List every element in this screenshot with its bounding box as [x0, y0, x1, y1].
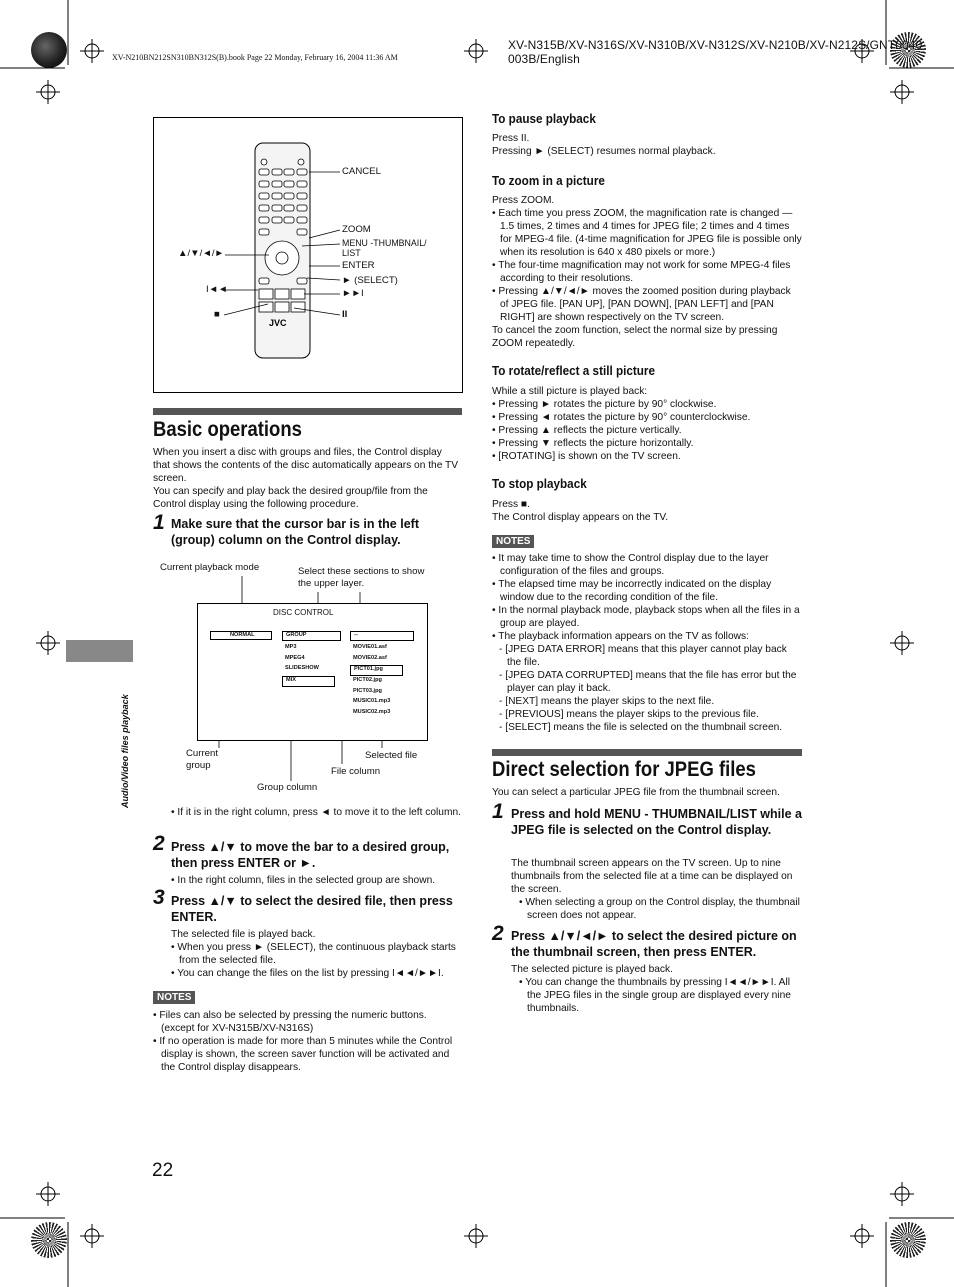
note-subitem: - [PREVIOUS] means the player skips to the previous file.: [499, 709, 759, 720]
direct-step-2: Press ▲/▼/◄/► to select the desired picture on the thumbnail screen, then press ENTER.: [511, 929, 797, 959]
file-item-selected: PICT01.jpg: [350, 665, 403, 676]
header-models: XV-N315B/XV-N316S/XV-N310B/XV-N312S/XV-N210B/XV-N212S/GNT0040-003B/English: [508, 38, 927, 66]
pause-line: Pressing ► (SELECT) resumes normal playback.: [492, 146, 716, 157]
zoom-title: To zoom in a picture: [492, 173, 605, 188]
callout-playback-mode: Current playback mode: [160, 562, 260, 573]
note-subitem: - [NEXT] means the player skips to the next file.: [499, 696, 715, 707]
zoom-bullet: • Each time you press ZOOM, the magnification rate is changed — 1.5 times, 2 times and 4 times for JPEG file; 2 times and 4 times for MPEG-4 file. (4-time magnification for JPEG file is possible only when its resolution is 640 x 480 pixels or more.): [492, 208, 802, 258]
note-item: • The elapsed time may be incorrectly indicated on the display window due to the recording condition of the file.: [492, 579, 772, 603]
stop-line: The Control display appears on the TV.: [492, 512, 669, 523]
rotate-bullet: • Pressing ▲ reflects the picture vertically.: [492, 425, 682, 436]
stop-label: ■: [214, 309, 220, 320]
direct-step2-bullet: • You can change the thumbnails by pressing I◄◄/►►I. All the JPEG files in the single group are displayed every nine thumbnails.: [519, 977, 791, 1014]
direct-step1-text: [511, 857, 802, 922]
stop-text: [492, 498, 802, 524]
callout-current-group: Current group: [186, 748, 218, 771]
cancel-label: CANCEL: [342, 166, 381, 177]
callout-group-column: Group column: [257, 782, 318, 793]
pause-line: Press II.: [492, 133, 530, 144]
note-subitem: - [JPEG DATA ERROR] means that this player cannot play back the file.: [499, 644, 787, 668]
step3-text: [171, 928, 461, 980]
rotate-intro: While a still picture is played back:: [492, 386, 648, 397]
file-item: PICT02.jpg: [353, 677, 382, 683]
zoom-text: [492, 194, 802, 350]
direct-step1-bullet: • When selecting a group on the Control display, the thumbnail screen does not appear.: [519, 897, 800, 921]
enter-label: ENTER: [342, 260, 375, 271]
file-item: PICT03.jpg: [353, 687, 382, 694]
notes-badge-left: NOTES: [153, 991, 195, 1004]
step1-note: • If it is in the right column, press ◄ to move it to the left column.: [171, 807, 461, 818]
zoom-bullet: • Pressing ▲/▼/◄/► moves the zoomed position during playback of JPEG file. [PAN UP], [PAN DOWN], [PAN LEFT] and [PAN RIGHT] are shown respectively on the TV screen.: [492, 286, 791, 323]
callout-file-column: File column: [331, 766, 381, 777]
stop-title: To stop playback: [492, 476, 587, 491]
rotate-bullet: • Pressing ► rotates the picture by 90° clockwise.: [492, 399, 717, 410]
note-item: • Files can also be selected by pressing the numeric buttons. (except for XV-N315B/XV-N316S): [153, 1010, 427, 1034]
playback-mode-box: NORMAL: [210, 631, 272, 640]
group-item: MPEG4: [285, 654, 305, 661]
pause-title: To pause playback: [492, 111, 596, 126]
zoom-bullet: • The four-time magnification may not work for some MPEG-4 files according to their resolutions.: [492, 260, 791, 284]
group-header: GROUP: [282, 631, 341, 641]
direct-step2-text: [511, 963, 802, 1015]
stop-line: Press ■.: [492, 499, 530, 510]
direct-intro: You can select a particular JPEG file from the thumbnail screen.: [492, 787, 780, 798]
group-item: SLIDESHOW: [285, 665, 319, 671]
basic-operations-title: Basic operations: [153, 418, 302, 441]
remote-brand: JVC: [269, 318, 287, 328]
zoom-cancel: To cancel the zoom function, select the normal size by pressing ZOOM repeatedly.: [492, 325, 778, 349]
section-bar-direct: [492, 749, 802, 756]
basic-step-2: Press ▲/▼ to move the bar to a desired group, then press ENTER or ►.: [171, 840, 450, 870]
menu-thumbnail-label: MENU -THUMBNAIL/ LIST: [342, 238, 427, 258]
note-item: • It may take time to show the Control display due to the layer configuration of the files and groups.: [492, 553, 769, 577]
notes-left: [153, 1009, 453, 1074]
direct-step-number-1: 1: [492, 800, 504, 823]
group-item: MP3: [285, 644, 297, 650]
step-number-3: 3: [153, 886, 165, 909]
select-label: ► (SELECT): [342, 275, 398, 286]
step-number-2: 2: [153, 832, 165, 855]
side-label: Audio/Video files playback: [120, 694, 130, 808]
file-item: MUSIC01.mp3: [353, 698, 391, 704]
basic-step-1: Make sure that the cursor bar is in the left (group) column on the Control display.: [171, 517, 419, 547]
arrow-keys-label: ▲/▼/◄/►: [178, 248, 224, 259]
rotate-text: [492, 385, 802, 463]
direct-selection-title: Direct selection for JPEG files: [492, 758, 756, 781]
header-book-info: XV-N210BN212SN310BN312S(B).book Page 22 Monday, February 16, 2004 11:36 AM: [112, 53, 398, 62]
rotate-bullet: • Pressing ◄ rotates the picture by 90° counterclockwise.: [492, 412, 751, 423]
file-list: [350, 644, 403, 719]
page-number: 22: [152, 1160, 174, 1181]
next-label: ►►I: [342, 288, 364, 299]
group-list: [282, 644, 335, 687]
note-subitem: - [JPEG DATA CORRUPTED] means that the file has error but the player can play it back.: [499, 670, 797, 694]
rotate-title: To rotate/reflect a still picture: [492, 363, 655, 378]
pause-label: II: [342, 309, 348, 320]
disc-control-title: DISC CONTROL: [273, 608, 334, 617]
callout-selected-file: Selected file: [365, 750, 418, 761]
step-number-1: 1: [153, 511, 165, 534]
direct-step-number-2: 2: [492, 922, 504, 945]
step2-note: • In the right column, files in the selected group are shown.: [171, 875, 436, 886]
file-item: MOVIE02.asf: [353, 654, 387, 661]
note-item: • If no operation is made for more than 5 minutes while the Control display is shown, the screen saver function will be activated and the Control display disappears.: [153, 1036, 453, 1073]
file-item: MUSIC02.mp3: [353, 708, 391, 715]
pause-text: [492, 132, 802, 158]
rotate-bullet: • Pressing ▼ reflects the picture horizontally.: [492, 438, 694, 449]
note-item: • In the normal playback mode, playback stops when all the files in a group are played.: [492, 605, 800, 629]
basic-step-3: Press ▲/▼ to select the desired file, then press ENTER.: [171, 894, 453, 924]
file-item: MOVIE01.asf: [353, 644, 387, 650]
prev-label: I◄◄: [206, 284, 228, 295]
direct-step-1: Press and hold MENU - THUMBNAIL/LIST while a JPEG file is selected on the Control display.: [511, 807, 802, 837]
note-subitem: - [SELECT] means the file is selected on the thumbnail screen.: [499, 722, 783, 733]
group-item-current: MIX: [282, 676, 335, 687]
file-header: --: [350, 631, 414, 641]
zoom-press: Press ZOOM.: [492, 195, 555, 206]
notes-right: [492, 552, 802, 734]
basic-intro: When you insert a disc with groups and files, the Control display that shows the contents of the disc automatically appears on the TV screen. You can specify and play back the desired group/file from the Control display using the following procedure.: [153, 447, 459, 510]
note-item: • The playback information appears on the TV as follows:: [492, 631, 749, 642]
direct-step2-result: The selected picture is played back.: [511, 964, 673, 975]
direct-step1-result: The thumbnail screen appears on the TV screen. Up to nine thumbnails from the selected file at a time can be displayed on the screen.: [511, 858, 793, 895]
step3-result: The selected file is played back.: [171, 929, 316, 940]
zoom-label: ZOOM: [342, 224, 371, 235]
step3-bullet: • You can change the files on the list by pressing I◄◄/►►I.: [171, 968, 444, 979]
rotate-bullet: • [ROTATING] is shown on the TV screen.: [492, 451, 681, 462]
disc-control-screen: [197, 603, 428, 741]
step3-bullet: • When you press ► (SELECT), the continuous playback starts from the selected file.: [171, 942, 456, 966]
notes-badge-right: NOTES: [492, 535, 534, 548]
callout-select-sections: Select these sections to show the upper layer.: [298, 566, 425, 589]
